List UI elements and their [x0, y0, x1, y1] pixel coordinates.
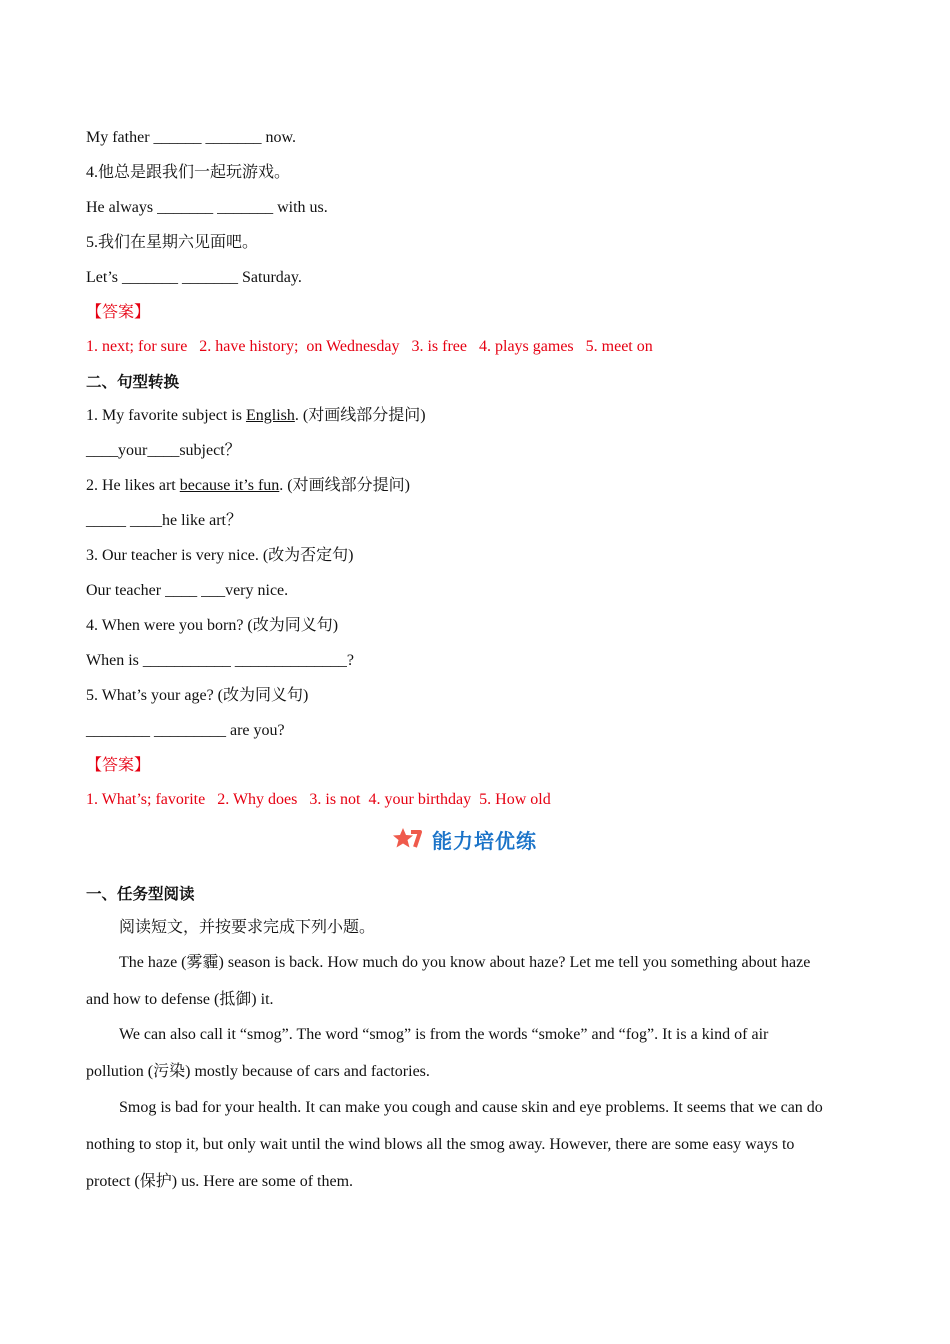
question-1: 1. My favorite subject is English. (对画线部分提问): [86, 407, 426, 424]
paragraph-line: We can also call it “smog”. The word “smog” is from the words “smoke” and “fog”. It is a kind of air: [119, 1026, 769, 1043]
text-line: 4.他总是跟我们一起玩游戏。: [86, 164, 291, 181]
question-2-blank: _____ ____he like art？: [86, 512, 242, 529]
question-3-blank: Our teacher ____ ___very nice.: [86, 582, 289, 599]
paragraph-line: and how to defense (抵御) it.: [86, 991, 274, 1008]
paragraph-line: Smog is bad for your health. It can make you cough and cause skin and eye problems. It seems that we can do: [119, 1099, 823, 1116]
section-title: 二、句型转换: [86, 373, 180, 391]
text-line: He always _______ _______ with us.: [86, 199, 328, 216]
paragraph-line: The haze (雾霾) season is back. How much do you know about haze? Let me tell you something about haze: [119, 954, 811, 971]
text-line: Let’s _______ _______ Saturday.: [86, 269, 302, 286]
question-4: 4. When were you born? (改为同义句): [86, 617, 339, 634]
paragraph-line: pollution (污染) mostly because of cars and factories.: [86, 1063, 430, 1080]
paragraph-line: protect (保护) us. Here are some of them.: [86, 1173, 354, 1190]
question-4-blank: When is ___________ ______________?: [86, 652, 354, 669]
section-title: 一、任务型阅读: [86, 885, 195, 903]
instruction: 阅读短文，并按要求完成下列小题。: [119, 919, 376, 936]
star-icon: [392, 827, 422, 851]
text-line: 5.我们在星期六见面吧。: [86, 234, 259, 251]
answer-label: 【答案】: [86, 304, 151, 321]
banner-title: 能力培优练: [432, 825, 537, 854]
question-2: 2. He likes art because it’s fun. (对画线部分提问): [86, 477, 410, 494]
answer-label: 【答案】: [86, 757, 151, 774]
question-5-blank: ________ _________ are you?: [86, 722, 285, 739]
question-3: 3. Our teacher is very nice. (改为否定句): [86, 547, 354, 564]
section-banner: [392, 826, 537, 852]
question-1-blank: ____your____subject？: [86, 442, 241, 459]
question-5: 5. What’s your age? (改为同义句): [86, 687, 309, 704]
answer-text: 1. next; for sure 2. have history; on Wednesday 3. is free 4. plays games 5. meet on: [86, 338, 653, 355]
paragraph-line: nothing to stop it, but only wait until the wind blows all the smog away. However, there are some easy ways to: [86, 1136, 795, 1153]
answer-text: 1. What’s; favorite 2. Why does 3. is not 4. your birthday 5. How old: [86, 791, 551, 808]
text-line: My father ______ _______ now.: [86, 129, 297, 146]
